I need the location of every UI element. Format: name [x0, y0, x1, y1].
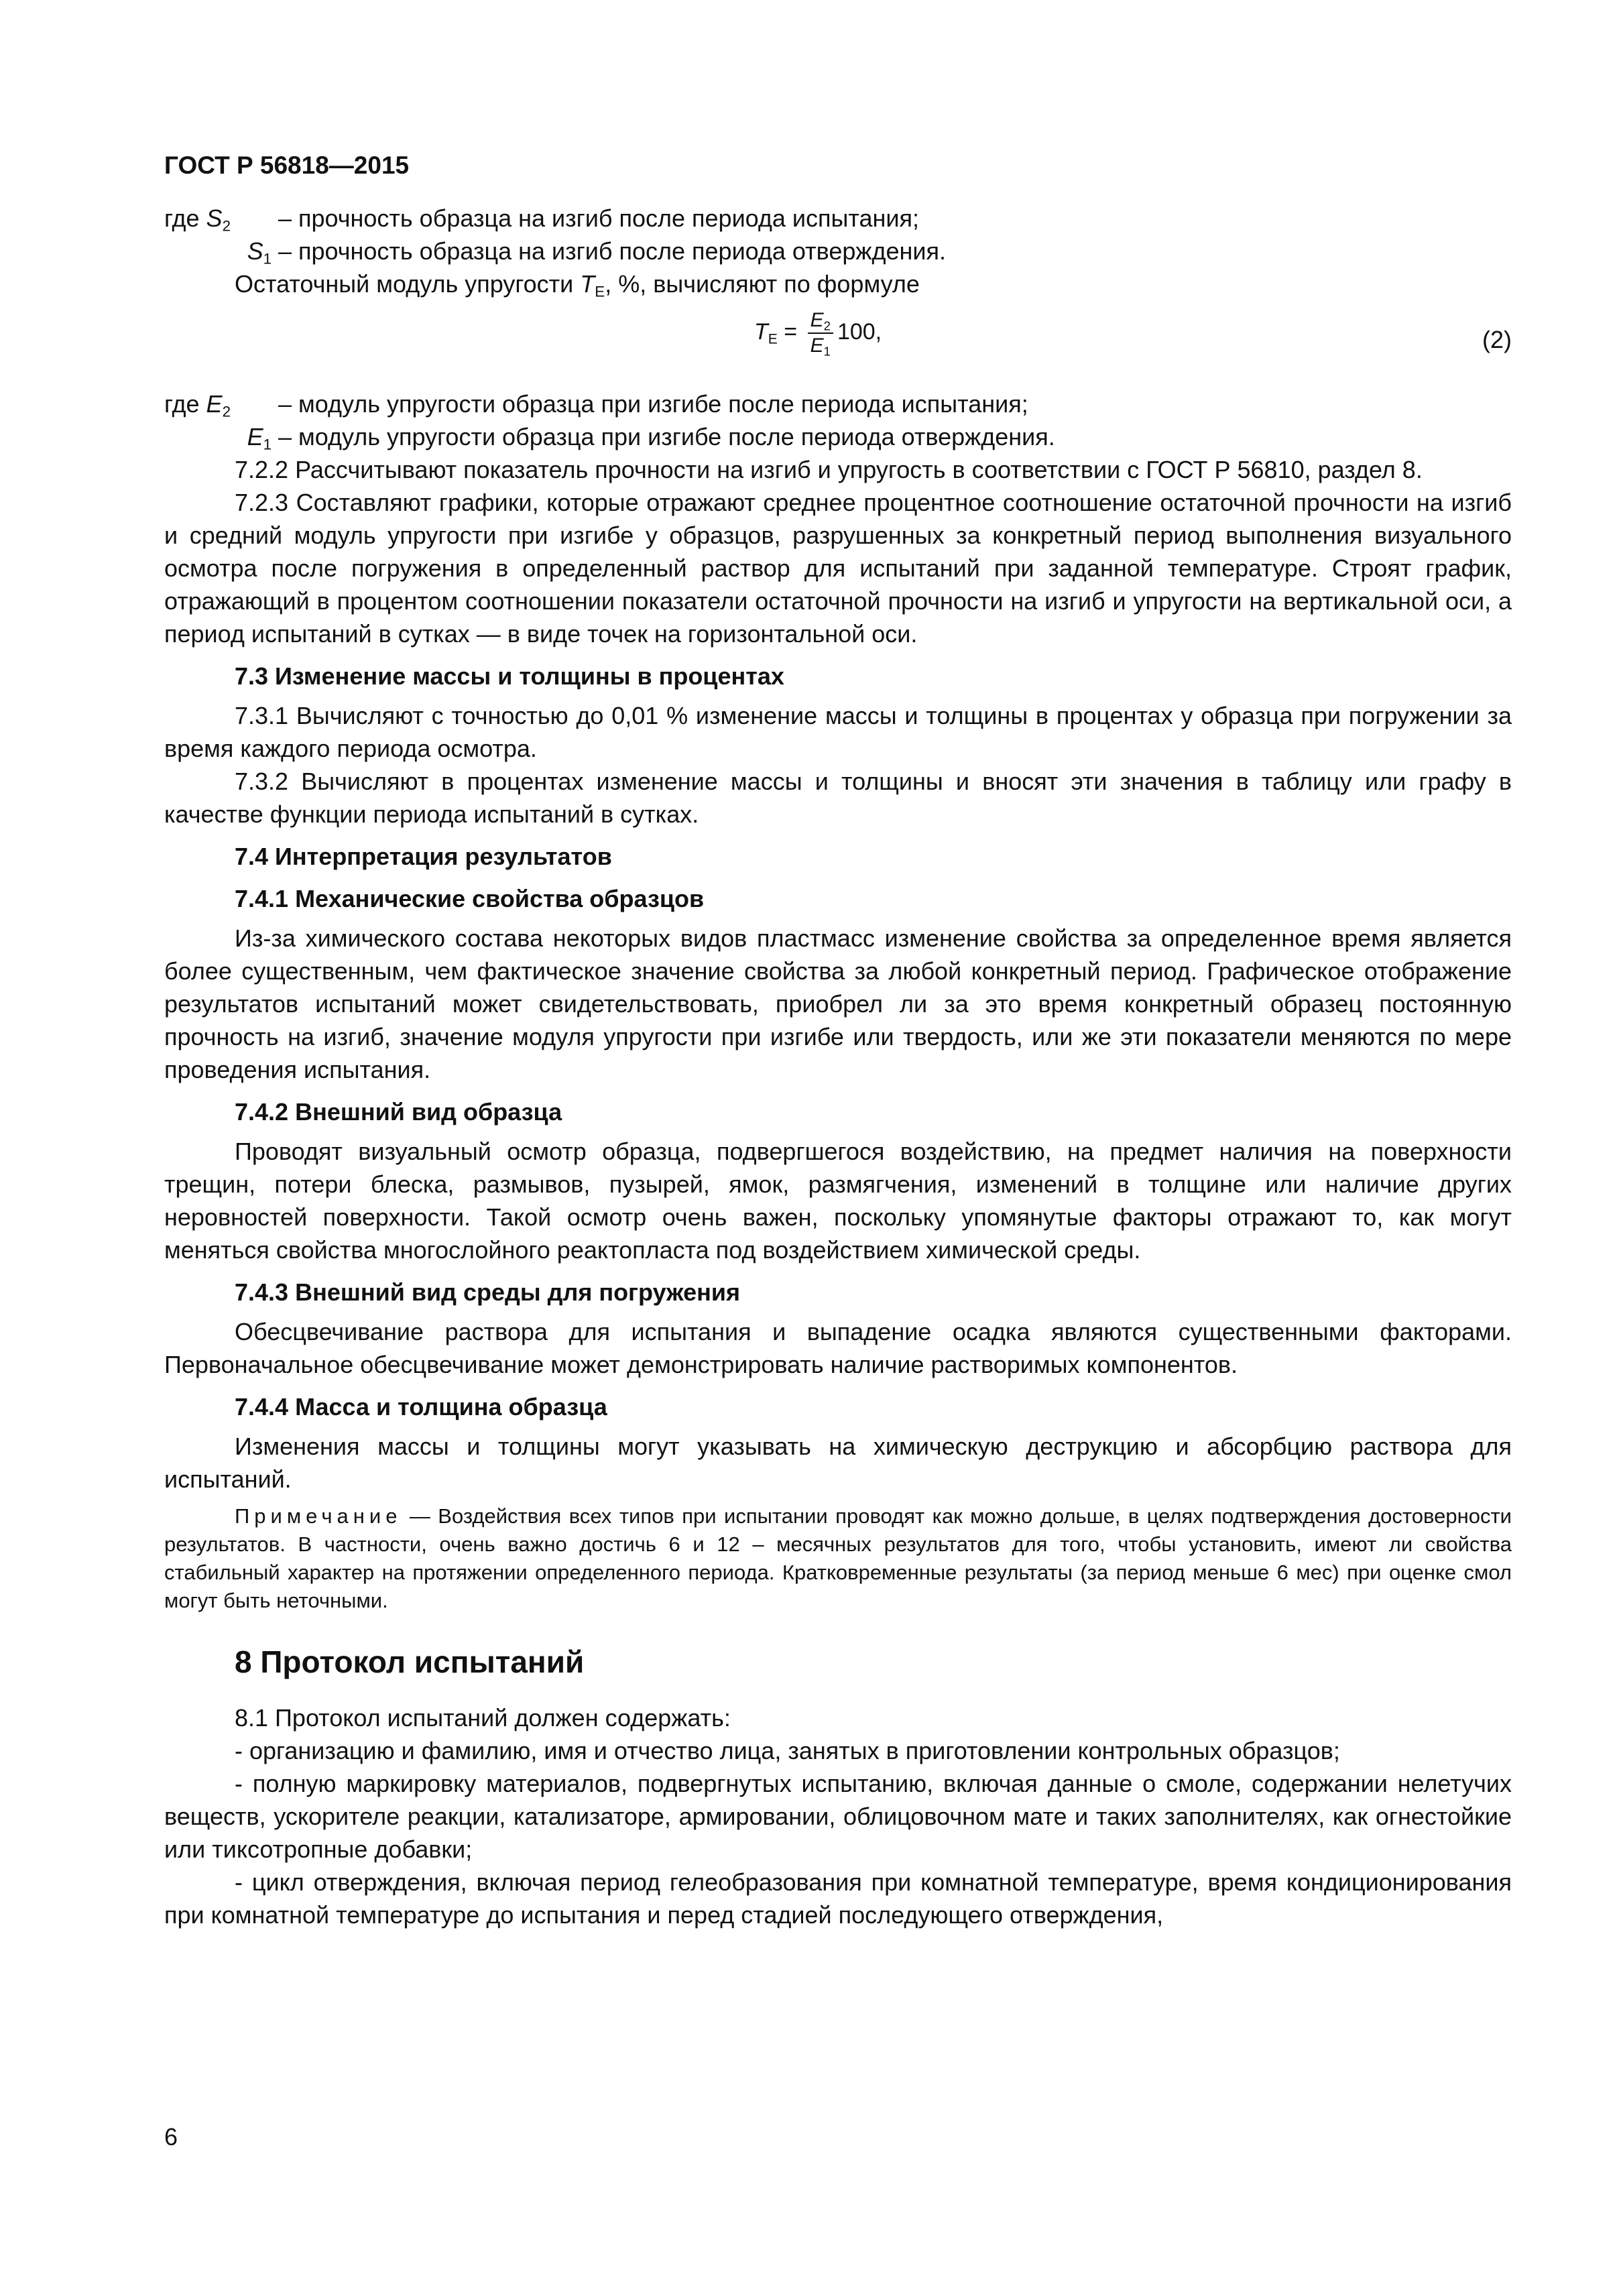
paragraph-7-4-4: Изменения массы и толщины могут указывать на химическую деструкцию и абсорбцию раствора для испытаний. [164, 1433, 1512, 1493]
heading-7-4: 7.4 Интерпретация результатов [235, 843, 612, 870]
paragraph-7-4-3: Обесцвечивание раствора для испытания и выпадение осадка являются существенными факторами. Первоначальное обесцвечивание может демонстрировать наличие растворимых компонентов. [164, 1318, 1512, 1378]
heading-7-4-1: 7.4.1 Механические свойства образцов [235, 885, 705, 912]
definitions-e [164, 387, 1512, 453]
standard-header: ГОСТ Р 56818—2015 [164, 152, 410, 179]
heading-section-8: 8 Протокол испытаний [235, 1644, 585, 1679]
definition-e1: $E_1$ – модуль упругости образца при изгибе после периода отверждения. [247, 423, 1055, 453]
list-item: - цикл отверждения, включая период гелеобразования при комнатной температуре, время кондиционирования при комнатной температуре до испытания и перед стадией последующего отверждения, [164, 1868, 1512, 1929]
definitions-s [164, 202, 1512, 267]
formula-fraction: $\frac{E_2}{E_1}$ [808, 308, 833, 358]
formula-number: (2) [1482, 326, 1512, 353]
paragraph-7-4-2: Проводят визуальный осмотр образца, подвергшегося воздействию, на предмет наличия на поверхности трещин, потери блеска, размывов, пузырей, ямок, размягчения, изменений в толщине или наличие других неровностей поверхности. Такой осмотр очень важен, поскольку упомянутые факторы отражают то, как могут меняться свойства многослойного реактопласта под воздействием химической среды. [164, 1138, 1512, 1264]
heading-7-4-3: 7.4.3 Внешний вид среды для погружения [235, 1278, 740, 1306]
note [164, 1502, 1512, 1615]
definition-s1: $S_1$ – прочность образца на изгиб после периода отверждения. [247, 237, 947, 267]
heading-7-4-4: 7.4.4 Масса и толщина образца [235, 1393, 607, 1421]
note-label: Примечание [235, 1504, 402, 1528]
list-item: - организацию и фамилию, имя и отчество лица, занятых в приготовлении контрольных образцов; [235, 1737, 1340, 1764]
paragraph-7-3-2: 7.3.2 Вычисляют в процентах изменение массы и толщины и вносят эти значения в таблицу или графу в качестве функции периода испытаний в сутках. [164, 768, 1512, 828]
paragraph-7-2-3: 7.2.3 Составляют графики, которые отражают среднее процентное соотношение остаточной прочности на изгиб и средний модуль упругости при изгибе у образцов, разрушенных за конкретный период выполнения визуального осмотра после погружения в определенный раствор для испытаний при заданной температуре. Строят график, отражающий в процентом соотношении показатели остаточной прочности на изгиб и упругости на вертикальной оси, а период испытаний в сутках — в виде точек на горизонтальной оси. [164, 489, 1512, 648]
formula-intro: Остаточный модуль упругости $T_E$, %, вычисляют по формуле [235, 270, 920, 300]
page-content [164, 149, 1512, 1931]
page-number: 6 [164, 2123, 178, 2151]
definition-s2: где $S_2$ – прочность образца на изгиб после периода испытания; [164, 204, 920, 235]
paragraph-7-2-2: 7.2.2 Рассчитывают показатель прочности на изгиб и упругость в соответствии с ГОСТ Р 56810, раздел 8. [235, 456, 1423, 483]
paragraph-8-1: 8.1 Протокол испытаний должен содержать: [235, 1704, 731, 1732]
paragraph-7-4-1: Из-за химического состава некоторых видов пластмасс изменение свойства за определенное время является более существенным, чем фактическое значение свойства за любой конкретный период. Графическое отображение результатов испытаний может свидетельствовать, приобрел ли за это время конкретный образец постоянную прочность на изгиб, значение модуля упругости при изгибе или твердость, или же эти показатели меняются по мере проведения испытания. [164, 924, 1512, 1083]
formula-expression: $T_E$ = $\frac{E_2}{E_1}$ 100, [754, 309, 882, 359]
definition-e2: где $E_2$ – модуль упругости образца при изгибе после периода испытания; [164, 390, 1028, 420]
note-text: — Воздействия всех типов при испытании проводят как можно дольше, в целях подтверждения достоверности результатов. В частности, очень важно достичь 6 и 12 – месячных результатов для того, чтобы установить, имеют ли свойства стабильный характер на протяжении определенного периода. Кратковременные результаты (за период меньше 6 мес) при оценке смол могут быть неточными. [164, 1504, 1512, 1612]
formula-2 [164, 300, 1512, 387]
list-item: - полную маркировку материалов, подвергнутых испытанию, включая данные о смоле, содержании нелетучих веществ, ускорителе реакции, катализаторе, армировании, облицовочном мате и таких заполнителях, как огнестойкие или тиксотропные добавки; [164, 1770, 1512, 1863]
heading-7-4-2: 7.4.2 Внешний вид образца [235, 1098, 562, 1126]
paragraph-7-3-1: 7.3.1 Вычисляют с точностью до 0,01 % изменение массы и толщины в процентах у образца при погружении за время каждого периода осмотра. [164, 702, 1512, 762]
heading-7-3: 7.3 Изменение массы и толщины в процентах [235, 662, 784, 690]
